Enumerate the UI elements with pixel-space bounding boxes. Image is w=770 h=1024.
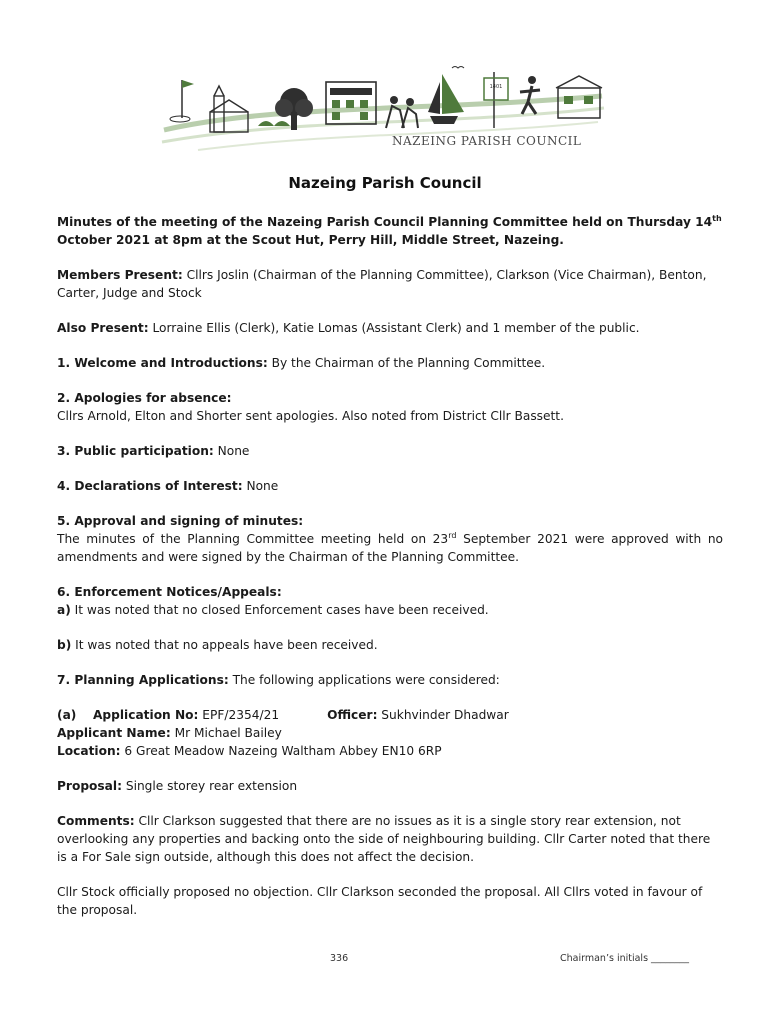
sailboat-icon — [428, 67, 464, 125]
item-public-participation: 3. Public participation: None — [57, 444, 250, 458]
item-enforcement: 6. Enforcement Notices/Appeals: a) It was noted that no closed Enforcement cases have been received. — [57, 585, 489, 617]
item-apologies: 2. Apologies for absence: Cllrs Arnold, Elton and Shorter sent apologies. Also noted from District Cllr Bassett. — [57, 391, 564, 423]
item-welcome: 1. Welcome and Introductions: By the Chairman of the Planning Committee. — [57, 356, 546, 370]
council-name-wordmark: NAZEING PARISH COUNCIL — [392, 134, 582, 148]
document-title: Nazeing Parish Council — [288, 174, 482, 192]
application-decision: Cllr Stock officially proposed no objection. Cllr Clarkson seconded the proposal. All Cllrs voted in favour of the proposal. — [57, 885, 703, 917]
item-appeals: b) It was noted that no appeals have been received. — [57, 638, 378, 652]
chairman-initials: Chairman’s initials ________ — [560, 953, 690, 964]
also-present: Also Present: Lorraine Ellis (Clerk), Katie Lomas (Assistant Clerk) and 1 member of the public. — [57, 321, 640, 335]
application-proposal: Proposal: Single storey rear extension — [57, 779, 298, 793]
building-icon — [326, 82, 376, 124]
runner-icon — [520, 76, 540, 114]
application-comments: Comments: Cllr Clarkson suggested that there are no issues as it is a single story rear extension, not overlooking any properties and backing onto the side of neighbouring building. Cllr Carter noted that there is a For Sale sign outside, although this does not affect the decision. — [57, 814, 711, 864]
meeting-intro: Minutes of the meeting of the Nazeing Parish Council Planning Committee held on Thursday 14th October 2021 at 8pm at the Scout Hut, Perry Hill, Middle Street, Nazeing. — [57, 213, 722, 247]
church-icon — [210, 86, 248, 132]
village-sign-icon — [484, 72, 508, 128]
page-number: 336 — [330, 953, 349, 964]
minutes-body — [57, 213, 723, 919]
item-declarations: 4. Declarations of Interest: None — [57, 479, 279, 493]
golf-flag-icon — [170, 80, 194, 122]
members-present: Members Present: Cllrs Joslin (Chairman of the Planning Committee), Clarkson (Vice Chairman), Benton, Carter, Judge and Stock — [57, 268, 707, 300]
application-details: (a) Application No: EPF/2354/21 Officer: Sukhvinder Dhadwar Applicant Name: Mr Michael Bailey Location: 6 Great Meadow Nazeing Waltham Abbey EN10 6RP — [57, 708, 509, 758]
item-minutes-approval: 5. Approval and signing of minutes: The minutes of the Planning Committee meeting held on 23rd September 2021 were approved with no amendments and were signed by the Chairman of the Planning Committee. — [57, 514, 723, 564]
tree-icon — [258, 88, 313, 130]
item-planning-applications: 7. Planning Applications: The following applications were considered: — [57, 673, 500, 687]
svg-text:1401: 1401 — [489, 84, 503, 90]
